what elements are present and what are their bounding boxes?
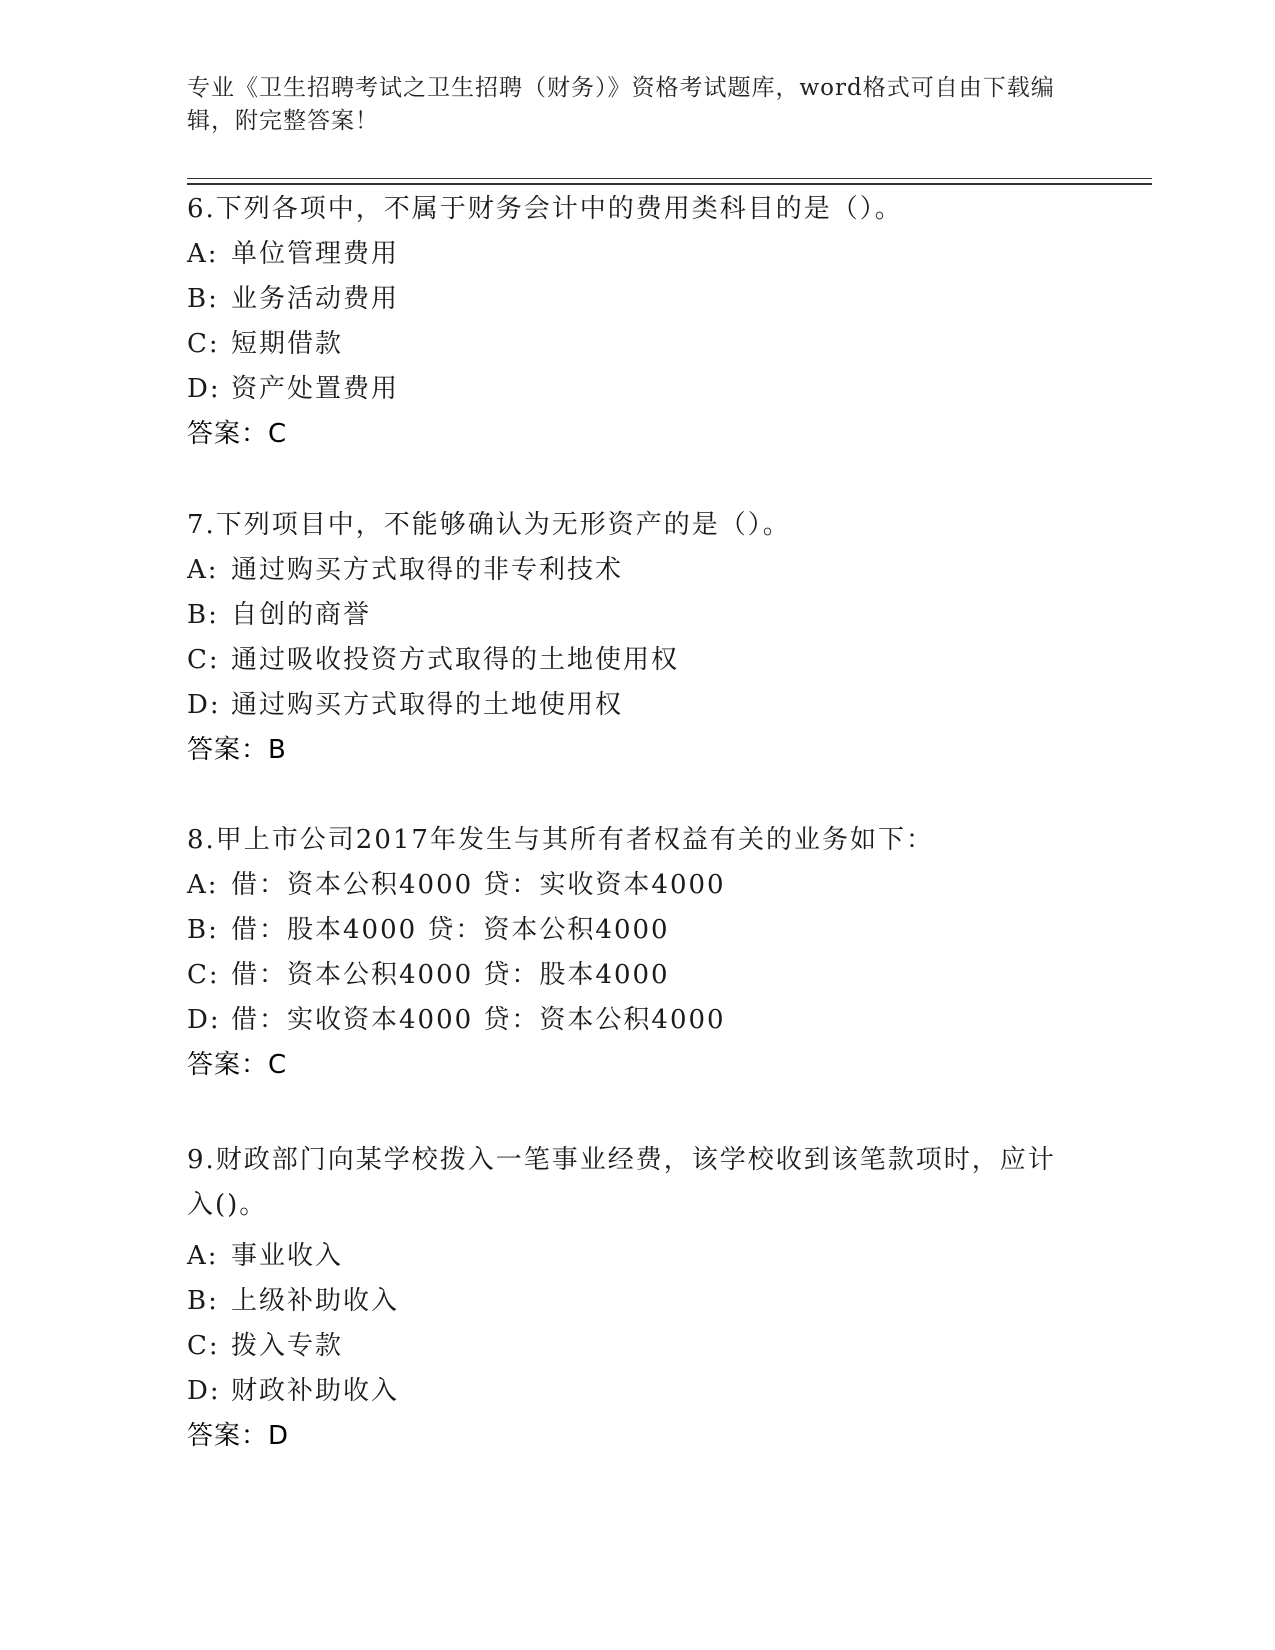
option-d [187, 1003, 1067, 1037]
question-7 [187, 508, 1067, 767]
question-6 [187, 192, 1067, 451]
option-c [187, 643, 1067, 677]
option-text: 财政补助收入 [231, 1376, 400, 1406]
option-d [187, 688, 1067, 722]
header-divider-thin [187, 178, 1152, 179]
option-c [187, 1329, 1067, 1363]
option-text: 借：资本公积4000 贷：实收资本4000 [231, 870, 726, 900]
option-text: 借：股本4000 贷：资本公积4000 [231, 915, 670, 945]
answer: 答案：C [187, 419, 288, 449]
option-d [187, 372, 1067, 406]
option-a [187, 868, 1067, 902]
option-c [187, 327, 1067, 361]
answer: 答案：B [187, 735, 287, 765]
option-b [187, 913, 1067, 947]
answer: 答案：D [187, 1421, 290, 1451]
option-label: B: [187, 600, 219, 630]
option-label: C: [187, 329, 220, 359]
question-9 [187, 1138, 1067, 1453]
question-title: 8.甲上市公司2017年发生与其所有者权益有关的业务如下： [187, 825, 934, 855]
option-label: C: [187, 960, 220, 990]
document-header: 专业《卫生招聘考试之卫生招聘（财务）》资格考试题库，word格式可自由下载编辑，附完整答案！ [187, 75, 1055, 134]
option-b [187, 598, 1067, 632]
option-text: 借：资本公积4000 贷：股本4000 [231, 960, 670, 990]
option-label: A: [187, 239, 219, 269]
option-label: A: [187, 555, 219, 585]
question-title: 6.下列各项中，不属于财务会计中的费用类科目的是（）。 [187, 194, 903, 224]
option-text: 上级补助收入 [231, 1286, 400, 1316]
option-label: D: [187, 1005, 221, 1035]
option-text: 通过吸收投资方式取得的土地使用权 [231, 645, 680, 675]
answer: 答案：C [187, 1050, 288, 1080]
option-label: D: [187, 690, 221, 720]
option-text: 通过购买方式取得的土地使用权 [231, 690, 624, 720]
question-title: 7.下列项目中，不能够确认为无形资产的是（）。 [187, 510, 791, 540]
option-d [187, 1374, 1067, 1408]
option-text: 自创的商誉 [231, 600, 372, 630]
option-label: B: [187, 1286, 219, 1316]
option-text: 拨入专款 [231, 1331, 344, 1361]
option-c [187, 958, 1067, 992]
option-text: 通过购买方式取得的非专利技术 [231, 555, 624, 585]
option-text: 借：实收资本4000 贷：资本公积4000 [231, 1005, 726, 1035]
option-text: 短期借款 [231, 329, 344, 359]
option-text: 资产处置费用 [231, 374, 400, 404]
option-label: B: [187, 915, 219, 945]
option-a [187, 1239, 1067, 1273]
option-label: B: [187, 284, 219, 314]
question-title: 9.财政部门向某学校拨入一笔事业经费，该学校收到该笔款项时，应计入()。 [187, 1145, 1056, 1220]
option-label: C: [187, 1331, 220, 1361]
option-label: A: [187, 1241, 219, 1271]
option-a [187, 237, 1067, 271]
header-divider-thick [187, 183, 1152, 185]
option-label: D: [187, 1376, 221, 1406]
option-a [187, 553, 1067, 587]
option-text: 事业收入 [231, 1241, 344, 1271]
option-text: 单位管理费用 [231, 239, 400, 269]
option-b [187, 282, 1067, 316]
option-text: 业务活动费用 [231, 284, 400, 314]
question-8 [187, 823, 1067, 1082]
option-label: A: [187, 870, 219, 900]
option-label: D: [187, 374, 221, 404]
option-label: C: [187, 645, 220, 675]
option-b [187, 1284, 1067, 1318]
